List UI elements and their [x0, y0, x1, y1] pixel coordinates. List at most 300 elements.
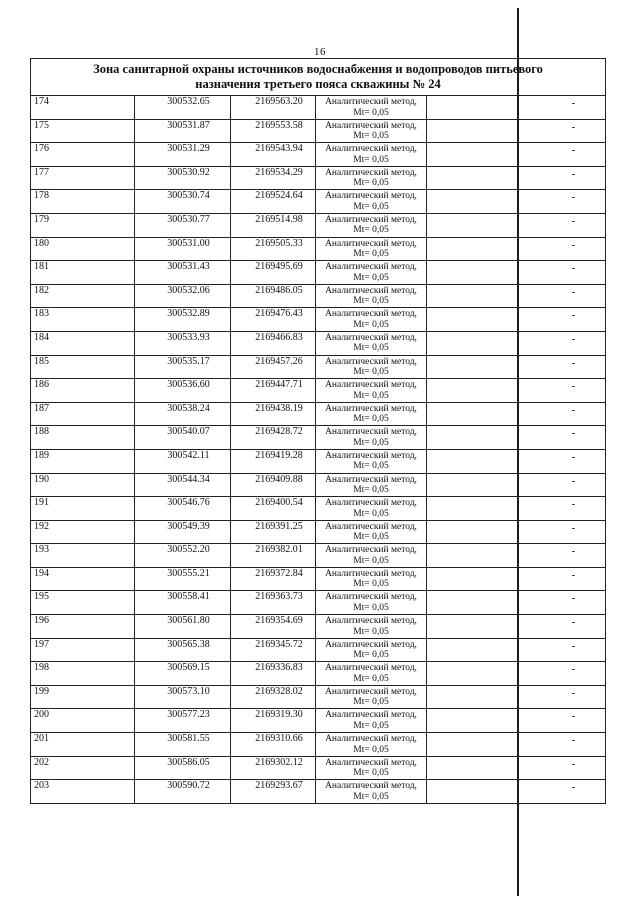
value-cell: -	[427, 615, 606, 639]
method-error: Mt= 0,05	[353, 437, 389, 448]
coordinate-y	[231, 615, 316, 639]
coordinate-x-value: 300569.15	[167, 662, 210, 674]
coordinate-x	[135, 520, 231, 544]
method-cell	[316, 143, 427, 167]
method-name: Аналитический метод,	[325, 427, 417, 438]
method-error: Mt= 0,05	[353, 249, 389, 260]
table-row	[31, 237, 606, 261]
value-cell: -	[427, 143, 606, 167]
coordinate-x	[135, 756, 231, 780]
coordinate-x-value: 300555.21	[167, 567, 210, 579]
method-name: Аналитический метод,	[325, 191, 417, 202]
point-number: 190	[31, 473, 135, 497]
value-cell: -	[427, 284, 606, 308]
point-number: 174	[31, 96, 135, 120]
coordinate-y	[231, 685, 316, 709]
method-error: Mt= 0,05	[353, 296, 389, 307]
table-row	[31, 213, 606, 237]
point-number: 193	[31, 544, 135, 568]
method-error: Mt= 0,05	[353, 178, 389, 189]
coordinate-y-value: 2169438.19	[255, 402, 303, 414]
table-row	[31, 426, 606, 450]
coordinate-y	[231, 733, 316, 757]
table-row	[31, 143, 606, 167]
coordinate-x	[135, 615, 231, 639]
coordinate-x-value: 300561.80	[167, 615, 210, 627]
coordinate-x-value: 300531.29	[167, 143, 210, 155]
method-error: Mt= 0,05	[353, 461, 389, 472]
method-name: Аналитический метод,	[325, 262, 417, 273]
coordinate-x-value: 300536.60	[167, 379, 210, 391]
method-cell	[316, 733, 427, 757]
method-cell	[316, 331, 427, 355]
table-row	[31, 284, 606, 308]
value-cell: -	[427, 756, 606, 780]
method-name: Аналитический метод,	[325, 309, 417, 320]
value-cell: -	[427, 520, 606, 544]
coordinate-x	[135, 662, 231, 686]
coordinate-y-value: 2169466.83	[255, 331, 303, 343]
point-number: 179	[31, 213, 135, 237]
method-name: Аналитический метод,	[325, 710, 417, 721]
method-error: Mt= 0,05	[353, 343, 389, 354]
point-number: 199	[31, 685, 135, 709]
point-number: 182	[31, 284, 135, 308]
table-title	[31, 59, 606, 96]
table-row	[31, 473, 606, 497]
coordinate-y-value: 2169302.12	[255, 756, 303, 768]
coordinate-y-value: 2169476.43	[255, 308, 303, 320]
coordinate-y-value: 2169382.01	[255, 544, 303, 556]
coordinate-x	[135, 379, 231, 403]
method-cell	[316, 379, 427, 403]
method-cell	[316, 284, 427, 308]
coordinate-y-value: 2169563.20	[255, 96, 303, 107]
coordinate-x-value: 300538.24	[167, 402, 210, 414]
method-cell	[316, 520, 427, 544]
method-name: Аналитический метод,	[325, 568, 417, 579]
coordinate-x-value: 300581.55	[167, 733, 210, 745]
method-name: Аналитический метод,	[325, 285, 417, 296]
method-cell	[316, 615, 427, 639]
method-cell	[316, 96, 427, 120]
coordinate-x-value: 300573.10	[167, 685, 210, 697]
method-cell	[316, 709, 427, 733]
coordinate-y	[231, 355, 316, 379]
method-cell	[316, 638, 427, 662]
value-cell: -	[427, 685, 606, 709]
coordinate-x	[135, 190, 231, 214]
value-cell: -	[427, 166, 606, 190]
coordinate-y	[231, 449, 316, 473]
table-row	[31, 520, 606, 544]
method-name: Аналитический метод,	[325, 144, 417, 155]
coordinate-y	[231, 261, 316, 285]
table-body	[31, 59, 606, 804]
coordinate-y-value: 2169409.88	[255, 473, 303, 485]
point-number: 201	[31, 733, 135, 757]
value-cell: -	[427, 497, 606, 521]
value-cell: -	[427, 449, 606, 473]
method-error: Mt= 0,05	[353, 508, 389, 519]
coordinate-y	[231, 426, 316, 450]
point-number: 198	[31, 662, 135, 686]
coordinate-y	[231, 119, 316, 143]
table-row	[31, 638, 606, 662]
coordinate-x-value: 300533.93	[167, 331, 210, 343]
coordinate-x-value: 300577.23	[167, 709, 210, 721]
coordinate-y-value: 2169524.64	[255, 190, 303, 202]
value-cell: -	[427, 544, 606, 568]
coordinate-x	[135, 591, 231, 615]
coordinate-y-value: 2169372.84	[255, 567, 303, 579]
coordinate-x	[135, 780, 231, 804]
coordinate-y	[231, 331, 316, 355]
method-cell	[316, 190, 427, 214]
method-name: Аналитический метод,	[325, 238, 417, 249]
coordinate-x-value: 300544.34	[167, 473, 210, 485]
coordinate-x	[135, 497, 231, 521]
table-row	[31, 733, 606, 757]
coordinate-x-value: 300565.38	[167, 638, 210, 650]
coordinate-x	[135, 709, 231, 733]
value-cell: -	[427, 119, 606, 143]
point-number: 184	[31, 331, 135, 355]
coordinates-table	[30, 58, 606, 804]
method-error: Mt= 0,05	[353, 319, 389, 330]
method-error: Mt= 0,05	[353, 602, 389, 613]
coordinate-x-value: 300532.65	[167, 96, 210, 107]
point-number: 187	[31, 402, 135, 426]
method-name: Аналитический метод,	[325, 214, 417, 225]
coordinate-x	[135, 355, 231, 379]
method-cell	[316, 261, 427, 285]
table-row	[31, 261, 606, 285]
coordinate-y	[231, 662, 316, 686]
table-title-line-1: Зона санитарной охраны источников водоснабжения и водопроводов питьевого	[93, 62, 543, 76]
coordinate-x-value: 300558.41	[167, 591, 210, 603]
coordinate-y-value: 2169293.67	[255, 780, 303, 792]
value-cell: -	[427, 213, 606, 237]
coordinate-y-value: 2169328.02	[255, 685, 303, 697]
method-error: Mt= 0,05	[353, 697, 389, 708]
method-error: Mt= 0,05	[353, 367, 389, 378]
page-number: 16	[314, 46, 326, 58]
table-row	[31, 449, 606, 473]
method-cell	[316, 567, 427, 591]
point-number: 186	[31, 379, 135, 403]
table-row	[31, 166, 606, 190]
coordinate-y-value: 2169495.69	[255, 261, 303, 273]
value-cell: -	[427, 733, 606, 757]
method-name: Аналитический метод,	[325, 474, 417, 485]
method-error: Mt= 0,05	[353, 414, 389, 425]
coordinate-y-value: 2169543.94	[255, 143, 303, 155]
method-error: Mt= 0,05	[353, 626, 389, 637]
coordinate-x	[135, 237, 231, 261]
method-cell	[316, 591, 427, 615]
method-cell	[316, 473, 427, 497]
value-cell: -	[427, 261, 606, 285]
method-error: Mt= 0,05	[353, 791, 389, 802]
value-cell: -	[427, 638, 606, 662]
method-error: Mt= 0,05	[353, 272, 389, 283]
table-row	[31, 308, 606, 332]
method-error: Mt= 0,05	[353, 532, 389, 543]
coordinate-x-value: 300530.74	[167, 190, 210, 202]
coordinate-y	[231, 709, 316, 733]
coordinate-y	[231, 756, 316, 780]
coordinate-y-value: 2169391.25	[255, 520, 303, 532]
table-row	[31, 685, 606, 709]
coordinate-y	[231, 520, 316, 544]
coordinate-x	[135, 213, 231, 237]
coordinate-y	[231, 284, 316, 308]
method-name: Аналитический метод,	[325, 167, 417, 178]
coordinate-x-value: 300535.17	[167, 355, 210, 367]
method-error: Mt= 0,05	[353, 768, 389, 779]
coordinate-x-value: 300531.43	[167, 261, 210, 273]
method-error: Mt= 0,05	[353, 154, 389, 165]
coordinate-y-value: 2169345.72	[255, 638, 303, 650]
coordinate-y	[231, 379, 316, 403]
table-title-row	[31, 59, 606, 96]
point-number: 197	[31, 638, 135, 662]
method-name: Аналитический метод,	[325, 120, 417, 131]
method-error: Mt= 0,05	[353, 485, 389, 495]
coordinate-x	[135, 733, 231, 757]
table-row	[31, 355, 606, 379]
method-error: Mt= 0,05	[353, 131, 389, 142]
point-number: 188	[31, 426, 135, 450]
method-error: Mt= 0,05	[353, 225, 389, 236]
point-number: 202	[31, 756, 135, 780]
table-row	[31, 780, 606, 804]
coordinate-x	[135, 166, 231, 190]
coordinate-y-value: 2169514.98	[255, 213, 303, 225]
method-error: Mt= 0,05	[353, 673, 389, 684]
table-row	[31, 615, 606, 639]
value-cell: -	[427, 567, 606, 591]
coordinate-x	[135, 331, 231, 355]
method-cell	[316, 544, 427, 568]
coordinate-y	[231, 402, 316, 426]
method-error: Mt= 0,05	[353, 201, 389, 212]
coordinate-x-value: 300542.11	[167, 449, 210, 461]
method-name: Аналитический метод,	[325, 545, 417, 556]
coordinate-y-value: 2169319.30	[255, 709, 303, 721]
table-row	[31, 756, 606, 780]
coordinate-y-value: 2169486.05	[255, 284, 303, 296]
method-cell	[316, 213, 427, 237]
coordinate-x-value: 300586.05	[167, 756, 210, 768]
coordinate-y	[231, 190, 316, 214]
coordinate-x	[135, 638, 231, 662]
point-number: 189	[31, 449, 135, 473]
coordinate-x	[135, 96, 231, 120]
method-error: Mt= 0,05	[353, 579, 389, 590]
method-name: Аналитический метод,	[325, 498, 417, 509]
coordinate-y	[231, 638, 316, 662]
method-error: Mt= 0,05	[353, 390, 389, 401]
method-name: Аналитический метод,	[325, 356, 417, 367]
table-row	[31, 379, 606, 403]
value-cell: -	[427, 780, 606, 804]
coordinate-y-value: 2169400.54	[255, 497, 303, 509]
coordinate-y-value: 2169534.29	[255, 166, 303, 178]
coordinate-y-value: 2169363.73	[255, 591, 303, 603]
point-number: 183	[31, 308, 135, 332]
method-name: Аналитический метод,	[325, 97, 417, 107]
coordinate-x	[135, 567, 231, 591]
method-cell	[316, 237, 427, 261]
coordinate-x	[135, 449, 231, 473]
point-number: 191	[31, 497, 135, 521]
coordinate-y	[231, 591, 316, 615]
value-cell: -	[427, 96, 606, 120]
value-cell: -	[427, 709, 606, 733]
coordinate-x	[135, 119, 231, 143]
coordinate-y	[231, 780, 316, 804]
point-number: 185	[31, 355, 135, 379]
value-cell: -	[427, 308, 606, 332]
coordinate-x-value: 300540.07	[167, 426, 210, 438]
coordinate-x	[135, 402, 231, 426]
method-name: Аналитический метод,	[325, 380, 417, 391]
coordinate-x	[135, 426, 231, 450]
value-cell: -	[427, 355, 606, 379]
method-name: Аналитический метод,	[325, 592, 417, 603]
coordinate-y	[231, 166, 316, 190]
coordinate-x-value: 300549.39	[167, 520, 210, 532]
method-cell	[316, 308, 427, 332]
coordinate-x	[135, 308, 231, 332]
value-cell: -	[427, 190, 606, 214]
method-cell	[316, 756, 427, 780]
coordinate-x-value: 300530.77	[167, 213, 210, 225]
table-row	[31, 96, 606, 120]
method-cell	[316, 497, 427, 521]
method-error: Mt= 0,05	[353, 555, 389, 566]
coordinate-y	[231, 96, 316, 120]
coordinate-y-value: 2169447.71	[255, 379, 303, 391]
point-number: 196	[31, 615, 135, 639]
point-number: 181	[31, 261, 135, 285]
value-cell: -	[427, 237, 606, 261]
table-row	[31, 567, 606, 591]
coordinate-x	[135, 685, 231, 709]
point-number: 195	[31, 591, 135, 615]
point-number: 177	[31, 166, 135, 190]
table-row	[31, 662, 606, 686]
coordinate-x	[135, 473, 231, 497]
method-error: Mt= 0,05	[353, 720, 389, 731]
method-name: Аналитический метод,	[325, 663, 417, 674]
method-name: Аналитический метод,	[325, 616, 417, 627]
coordinate-y	[231, 237, 316, 261]
point-number: 178	[31, 190, 135, 214]
coordinate-x-value: 300552.20	[167, 544, 210, 556]
table-row	[31, 709, 606, 733]
method-name: Аналитический метод,	[325, 403, 417, 414]
coordinate-x	[135, 261, 231, 285]
method-name: Аналитический метод,	[325, 734, 417, 745]
value-cell: -	[427, 331, 606, 355]
coordinate-x-value: 300532.06	[167, 284, 210, 296]
coordinate-x-value: 300546.76	[167, 497, 210, 509]
coordinate-x-value: 300532.89	[167, 308, 210, 320]
coordinate-x	[135, 143, 231, 167]
value-cell: -	[427, 473, 606, 497]
method-cell	[316, 685, 427, 709]
coordinate-y-value: 2169310.66	[255, 733, 303, 745]
method-cell	[316, 402, 427, 426]
coordinate-x-value: 300530.92	[167, 166, 210, 178]
value-cell: -	[427, 591, 606, 615]
method-error: Mt= 0,05	[353, 744, 389, 755]
table-row	[31, 119, 606, 143]
table-row	[31, 591, 606, 615]
method-error: Mt= 0,05	[353, 107, 389, 118]
method-error: Mt= 0,05	[353, 650, 389, 661]
coordinate-x-value: 300590.72	[167, 780, 210, 792]
table-row	[31, 544, 606, 568]
point-number: 194	[31, 567, 135, 591]
coordinate-x	[135, 544, 231, 568]
coordinate-y-value: 2169428.72	[255, 426, 303, 438]
coordinate-y-value: 2169336.83	[255, 662, 303, 674]
point-number: 200	[31, 709, 135, 733]
coordinate-y	[231, 143, 316, 167]
point-number: 192	[31, 520, 135, 544]
method-cell	[316, 780, 427, 804]
table-row	[31, 402, 606, 426]
coordinate-y	[231, 213, 316, 237]
method-name: Аналитический метод,	[325, 450, 417, 461]
method-name: Аналитический метод,	[325, 757, 417, 768]
coordinate-y	[231, 544, 316, 568]
method-name: Аналитический метод,	[325, 332, 417, 343]
coordinate-y	[231, 497, 316, 521]
coordinate-x-value: 300531.00	[167, 237, 210, 249]
point-number: 203	[31, 780, 135, 804]
coordinate-y-value: 2169505.33	[255, 237, 303, 249]
method-name: Аналитический метод,	[325, 781, 417, 792]
value-cell: -	[427, 426, 606, 450]
method-cell	[316, 662, 427, 686]
point-number: 176	[31, 143, 135, 167]
method-cell	[316, 119, 427, 143]
method-cell	[316, 426, 427, 450]
point-number: 175	[31, 119, 135, 143]
value-cell: -	[427, 402, 606, 426]
point-number: 180	[31, 237, 135, 261]
coordinate-y	[231, 567, 316, 591]
method-cell	[316, 355, 427, 379]
coordinate-x	[135, 284, 231, 308]
value-cell: -	[427, 379, 606, 403]
table-row	[31, 497, 606, 521]
table-title-line-2: назначения третьего пояса скважины № 24	[195, 77, 441, 91]
table-row	[31, 331, 606, 355]
coordinate-y	[231, 308, 316, 332]
table-row	[31, 190, 606, 214]
coordinate-y-value: 2169419.28	[255, 449, 303, 461]
coordinate-y-value: 2169457.26	[255, 355, 303, 367]
value-cell: -	[427, 662, 606, 686]
method-cell	[316, 449, 427, 473]
coordinate-x-value: 300531.87	[167, 119, 210, 131]
